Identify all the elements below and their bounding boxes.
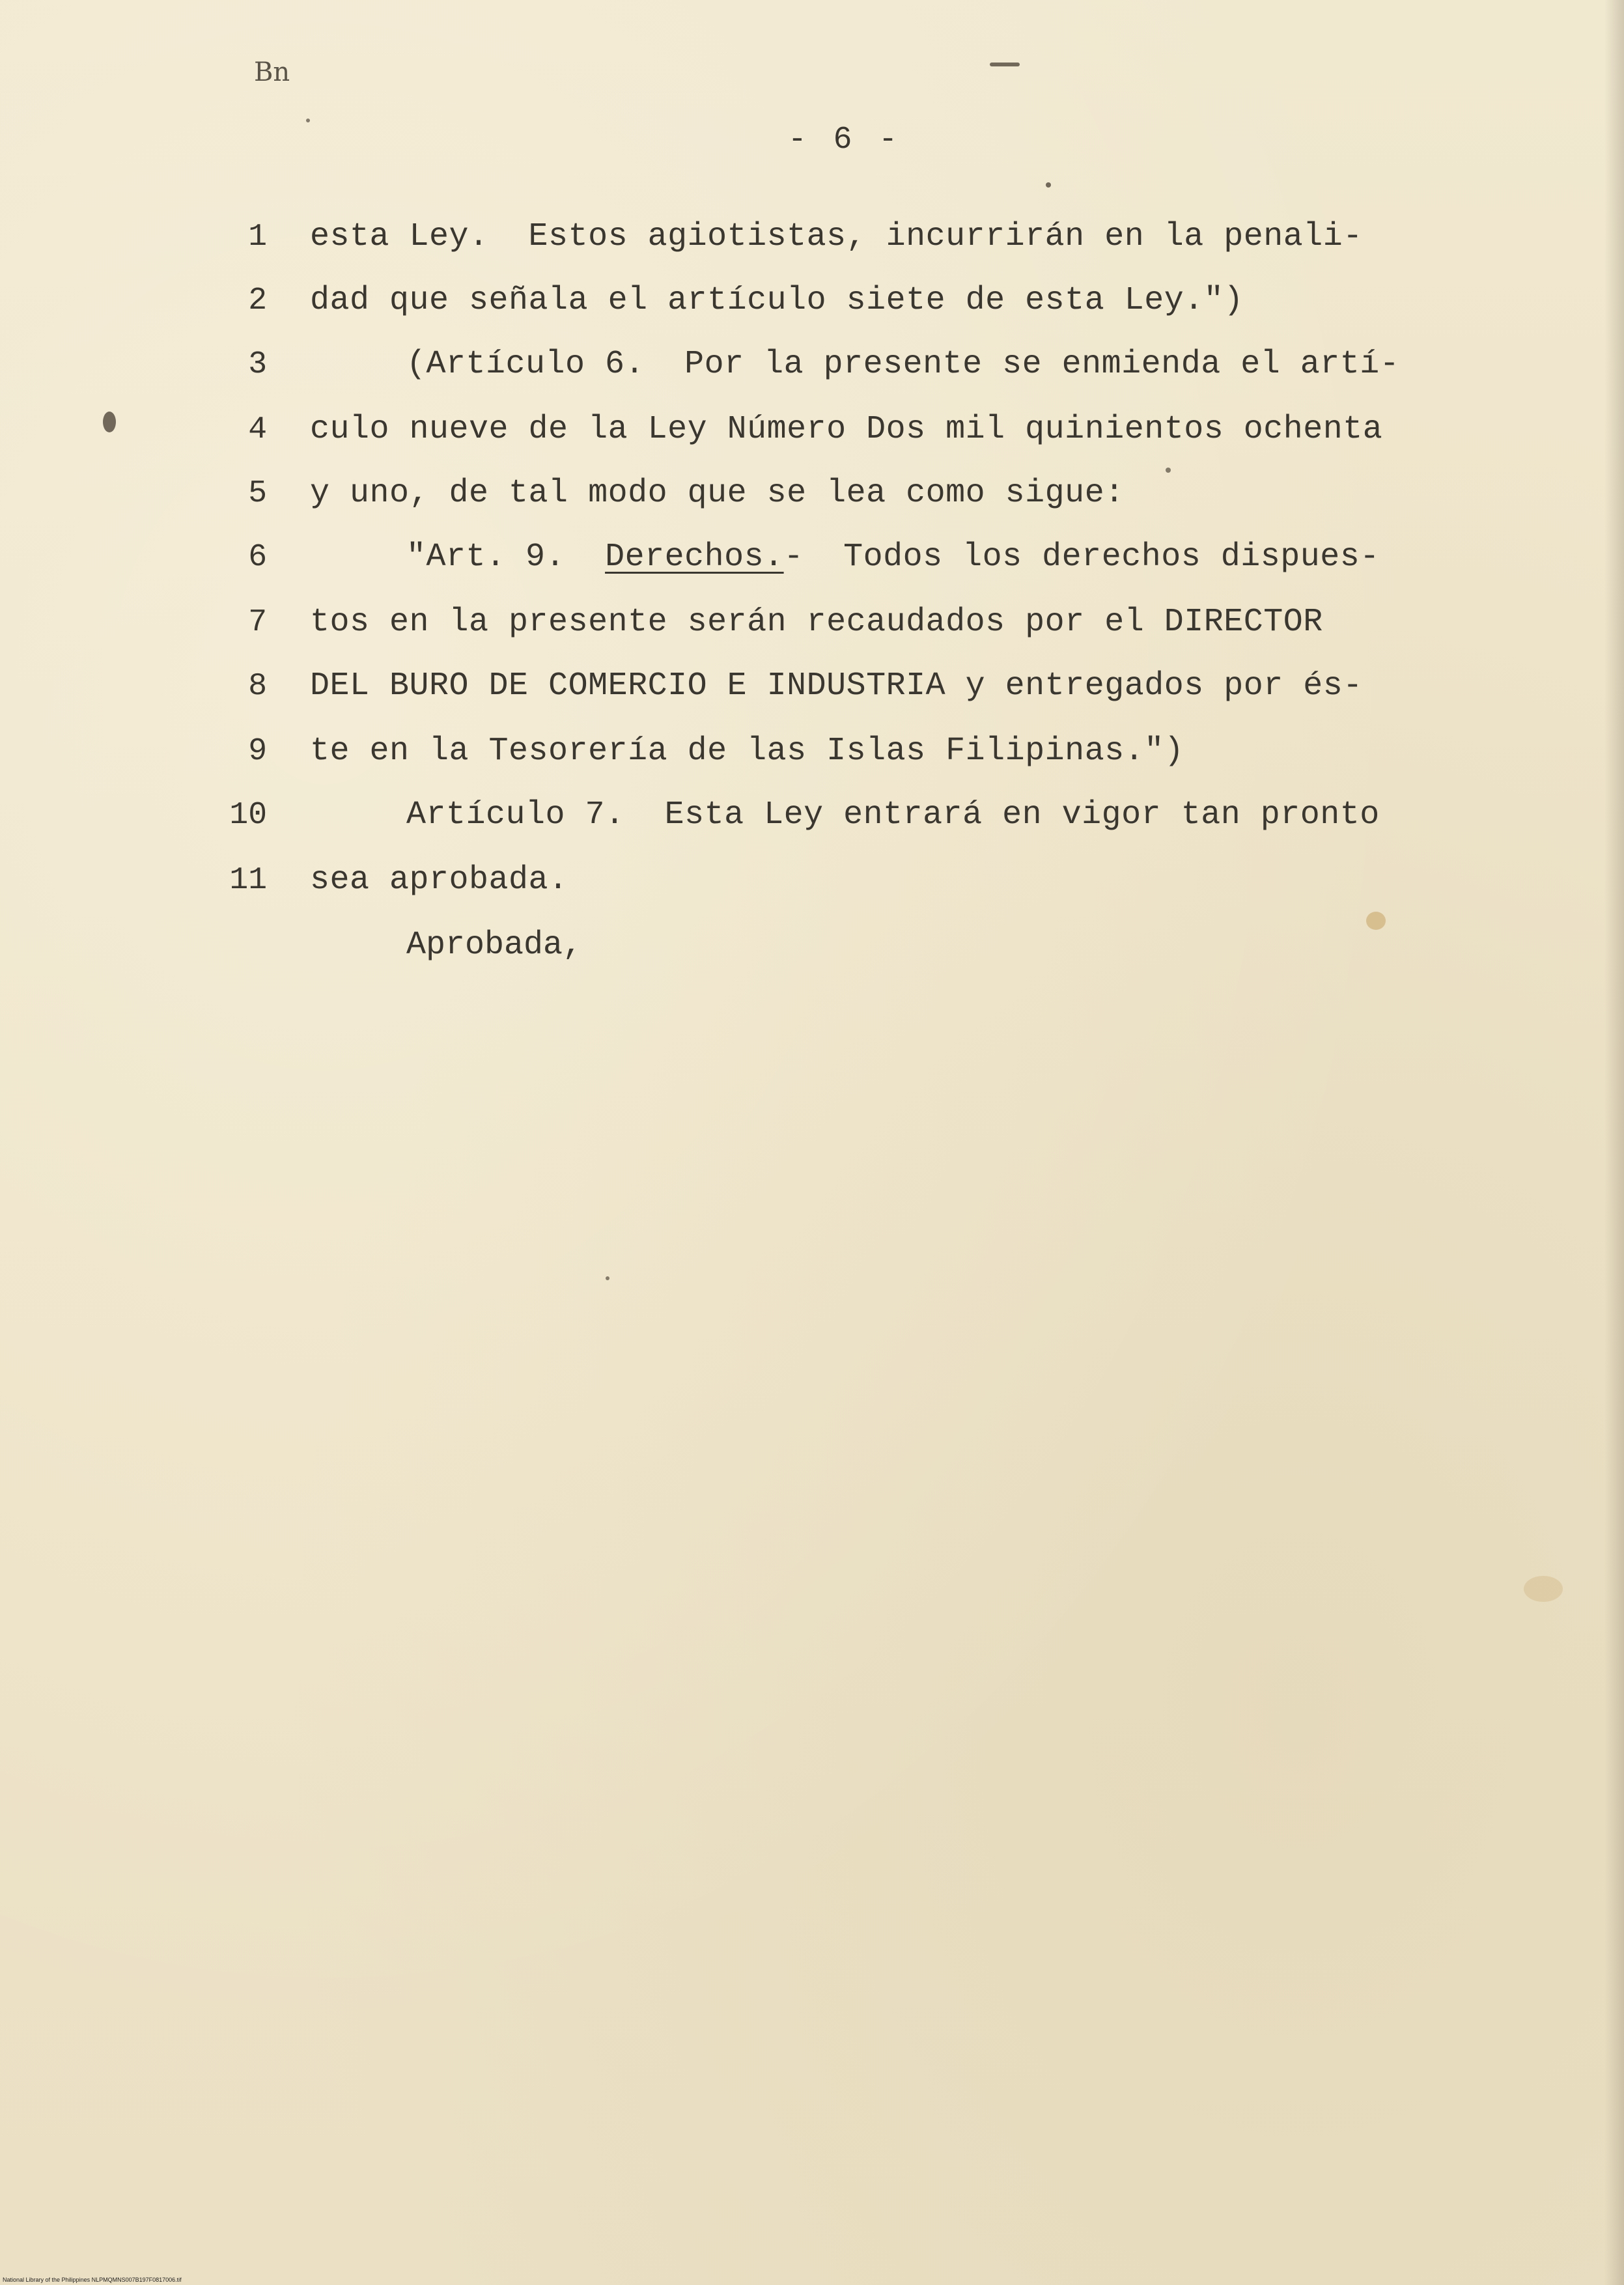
speck [1046,182,1051,188]
line-number: 5 [248,476,267,511]
line-number: 8 [248,669,267,704]
text-line [0,474,1624,513]
text-line [0,732,1624,771]
line-text: sea aprobada. [310,862,568,899]
line-text [406,538,1380,577]
line-number: 11 [229,863,267,898]
line-text: Artículo 7. Esta Ley entrará en vigor tan pronto [406,796,1380,834]
stain-spot [1366,912,1386,930]
line-text: DEL BURO DE COMERCIO E INDUSTRIA y entregados por és- [310,667,1363,705]
text-line [0,217,1624,257]
line-text: y uno, de tal modo que se lea como sigue: [310,475,1125,512]
line-text-pre: "Art. 9. [406,539,606,576]
speck [306,119,310,122]
page-number: - 6 - [788,122,902,158]
line-text: culo nueve de la Ley Número Dos mil quinientos ochenta [310,411,1383,448]
text-line [0,667,1624,706]
stain-spot [1524,1576,1563,1602]
text-line [0,538,1624,577]
underlined-heading: Derechos. [605,539,784,576]
line-text-post: - Todos los derechos dispues- [783,539,1380,576]
line-number: 3 [248,347,267,382]
line-number: 1 [248,219,267,255]
line-number: 7 [248,605,267,640]
archive-footer: National Library of the Philippines NLPMQMNS007B197F0817006.tif [3,2277,182,2283]
text-line [0,796,1624,835]
line-text: tos en la presente serán recaudados por el DIRECTOR [310,604,1323,641]
speck [1166,468,1171,473]
speck [990,63,1020,66]
text-line [0,410,1624,449]
line-text: dad que señala el artículo siete de esta Ley.") [310,282,1244,319]
text-line [0,281,1624,320]
line-number: 4 [248,412,267,447]
line-number: 10 [229,798,267,833]
text-line [0,861,1624,900]
text-line [0,603,1624,642]
text-line [0,345,1624,384]
line-text: te en la Tesorería de las Islas Filipinas.") [310,733,1184,770]
page-edge-shadow [1604,0,1624,2285]
speck [606,1276,609,1280]
line-text: esta Ley. Estos agiotistas, incurrirán en la penali- [310,218,1363,255]
line-number: 9 [248,734,267,769]
line-number: 6 [248,540,267,575]
closing-text: Aprobada, [406,927,583,964]
line-number: 2 [248,283,267,318]
line-text: (Artículo 6. Por la presente se enmienda el artí- [406,346,1400,383]
corner-mark: Bn [254,57,290,87]
